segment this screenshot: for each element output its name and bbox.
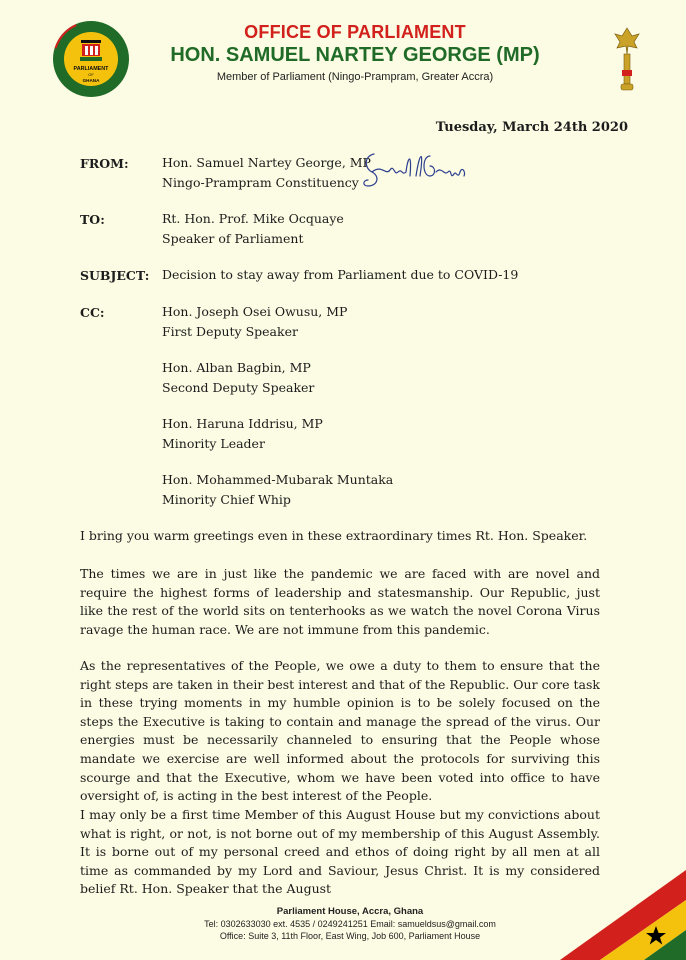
footer [180, 906, 520, 942]
paragraph-body: The times we are in just like the pandemic we are faced with are novel and require the highest forms of leadership and statesmanship. Our Republic, just like the rest of the world sits on tenterhooks as we watch the novel Corona Virus ravage the human race. We are not immune from this pandemic. [80, 566, 600, 637]
svg-text:PARLIAMENT: PARLIAMENT [73, 66, 109, 72]
mp-role: Member of Parliament (Ningo-Prampram, Greater Accra) [216, 71, 494, 83]
footer-office: Office: Suite 3, 11th Floor, East Wing, Job 600, Parliament House [219, 931, 481, 941]
svg-text:GHANA: GHANA [82, 78, 100, 83]
svg-text:OF: OF [88, 72, 94, 77]
mp-name: HON. SAMUEL NARTEY GEORGE (MP) [170, 44, 540, 66]
cc-label: CC: [80, 305, 105, 320]
cc-title: Second Deputy Speaker [162, 380, 315, 395]
cc-name: Hon. Mohammed-Mubarak Muntaka [162, 472, 394, 487]
cc-recipient [162, 470, 393, 510]
paragraph-greeting: I bring you warm greetings even in these extraordinary times Rt. Hon. Speaker. [80, 528, 588, 543]
cc-name: Hon. Joseph Osei Owusu, MP [162, 304, 348, 319]
to-title: Speaker of Parliament [162, 231, 304, 246]
cc-recipient [162, 358, 314, 398]
cc-name: Hon. Haruna Iddrisu, MP [162, 416, 323, 431]
cc-title: Minority Leader [162, 436, 265, 451]
subject-text: Decision to stay away from Parliament due to COVID-19 [162, 267, 519, 282]
from-label: FROM: [80, 156, 129, 171]
to-block [162, 209, 344, 249]
signature [360, 146, 470, 192]
mace-icon [612, 26, 642, 94]
footer-address: Parliament House, Accra, Ghana [276, 906, 424, 917]
cc-name: Hon. Alban Bagbin, MP [162, 360, 311, 375]
to-name: Rt. Hon. Prof. Mike Ocquaye [162, 211, 344, 226]
cc-recipient [162, 414, 323, 454]
office-title: OFFICE OF PARLIAMENT [244, 22, 466, 42]
letterhead [150, 22, 560, 83]
subject-label: SUBJECT: [80, 268, 150, 283]
cc-title: Minority Chief Whip [162, 492, 291, 507]
from-name: Hon. Samuel Nartey George, MP [162, 155, 371, 170]
cc-title: First Deputy Speaker [162, 324, 298, 339]
to-label: TO: [80, 212, 105, 227]
cc-recipient [162, 302, 347, 342]
paragraph-body: As the representatives of the People, we owe a duty to them to ensure that the right steps are taken in their best interest and that of the Republic. Our core task in these trying moments in my humble opinion is to be solely focused on the steps the Executive is taking to contain and manage the spread of the virus. Our energies must be necessarily channeled to ensuring that the People whose mandate we exercise are well informed about the protocols for surviving this scourge and that the Executive, whom we have been voted into office to have oversight of, is acting in the best interest of the People. [80, 658, 600, 804]
paragraph-body: I may only be a first time Member of this August House but my convictions about what is right, or not, is not borne out of my membership of this August Assembly. It is borne out of my personal creed and ethos of doing right by all men at all time as commanded by my Lord and Saviour, Jesus Christ. It is my considered belief Rt. Hon. Speaker that the August [80, 807, 600, 897]
parliament-seal-icon [52, 20, 130, 98]
footer-contact: Tel: 0302633030 ext. 4535 / 0249241251 Email: samueldsus@gmail.com [204, 919, 496, 929]
from-constituency: Ningo-Prampram Constituency [162, 175, 359, 190]
from-block [162, 153, 371, 193]
ghana-flag-corner [560, 870, 686, 960]
letter-date: Tuesday, March 24th 2020 [435, 120, 628, 135]
